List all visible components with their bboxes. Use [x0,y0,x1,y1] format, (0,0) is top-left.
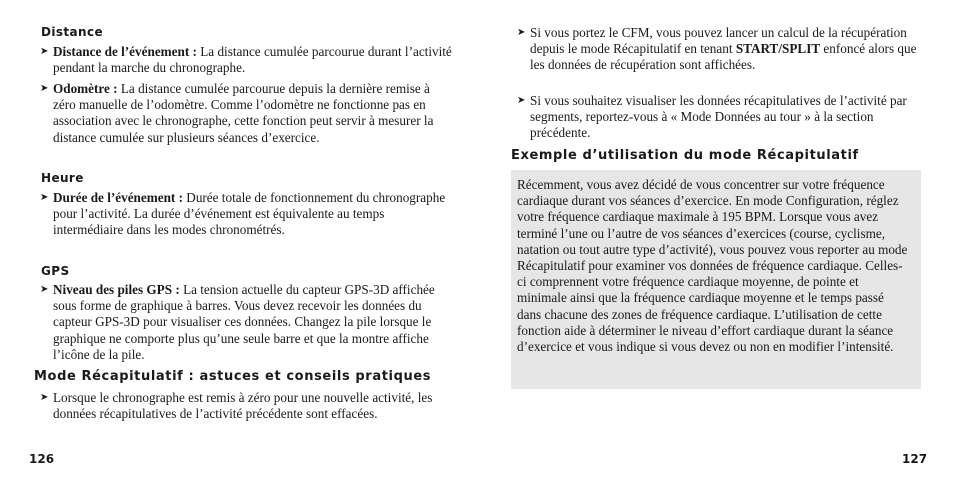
section-heading-example: Exemple d’utilisation du mode Récapitulatif [511,148,859,163]
list-item: ➤ Distance de l’événement : La distance cumulée parcourue durant l’activité pendant la marche du chronographe. [40,44,452,76]
section-heading-gps: GPS [41,264,70,278]
arrow-bullet-icon: ➤ [40,83,49,94]
arrow-bullet-icon: ➤ [517,95,526,106]
button-name: START/SPLIT [735,41,821,57]
page-number-right: 127 [902,452,928,466]
term: Distance de l’événement : [53,44,197,59]
list-item: ➤ Durée de l’événement : Durée totale de fonctionnement du chronographe pour l’activité. La durée d’événement est équivalente au temps intermédiaire dans les modes chronométrés. [40,190,446,238]
list-item: ➤ Lorsque le chronographe est remis à zéro pour une nouvelle activité, les données récapitulatives de l’activité précédente sont effacées. [40,390,433,422]
list-item: ➤ Odomètre : La distance cumulée parcourue depuis la dernière remise à zéro manuelle de l’odomètre. Comme l’odomètre ne fonctionne pas en association avec le chronographe, cette fonction peut servir à mesurer la distance cumulée sur plusieurs séances d’exercice. [40,81,434,145]
term: Odomètre : [53,81,118,96]
arrow-bullet-icon: ➤ [40,46,49,57]
page-number-left: 126 [29,452,55,466]
list-item: ➤ Si vous portez le CFM, vous pouvez lancer un calcul de la récupération depuis le mode Récapitulatif en tenant START/SPLIT enfoncé alors que les données de récupération sont affichées. [517,25,917,73]
example-text: Récemment, vous avez décidé de vous concentrer sur votre fréquence cardiaque durant vos séances d’exercice. En mode Configuration, réglez votre fréquence cardiaque maximale à 195 BPM. Lorsque vous avez terminé l’une ou l’autre de vos séances d’exercices (course, cyclisme, natation ou tout autre type d’activité), vous pouvez vous reporter au mode Récapitulatif pour examiner vos données de fréquence cardiaque. Celles-ci comprennent votre fréquence cardiaque moyenne, de pointe et minimale ainsi que la fréquence cardiaque moyenne et le temps passé dans chacune des zones de fréquence cardiaque. L’utilisation de cette fonction aide à déterminer le niveau d’effort cardiaque durant la séance d’exercice et vous indique si vous devez ou non en modifier l’intensité. [517,177,908,355]
arrow-bullet-icon: ➤ [40,392,49,403]
list-item: ➤ Niveau des piles GPS : La tension actuelle du capteur GPS-3D affichée sous forme de graphique à barres. Vous devez recevoir les données du capteur GPS-3D pour visualiser ces données. Changez la pile lorsque le graphique ne comporte plus qu’une seule barre et que la montre affiche l’icône de la pile. [40,282,435,362]
term: Niveau des piles GPS : [53,282,180,297]
arrow-bullet-icon: ➤ [517,27,526,38]
arrow-bullet-icon: ➤ [40,284,49,295]
term: Durée de l’événement : [53,190,183,205]
example-box [511,170,921,389]
section-heading-distance: Distance [41,25,104,39]
arrow-bullet-icon: ➤ [40,192,49,203]
section-heading-tips: Mode Récapitulatif : astuces et conseils pratiques [34,369,432,384]
list-item: ➤ Si vous souhaitez visualiser les données récapitulatives de l’activité par segments, reportez-vous à « Mode Données au tour » à la section précédente. [517,93,907,141]
section-heading-heure: Heure [41,171,84,185]
